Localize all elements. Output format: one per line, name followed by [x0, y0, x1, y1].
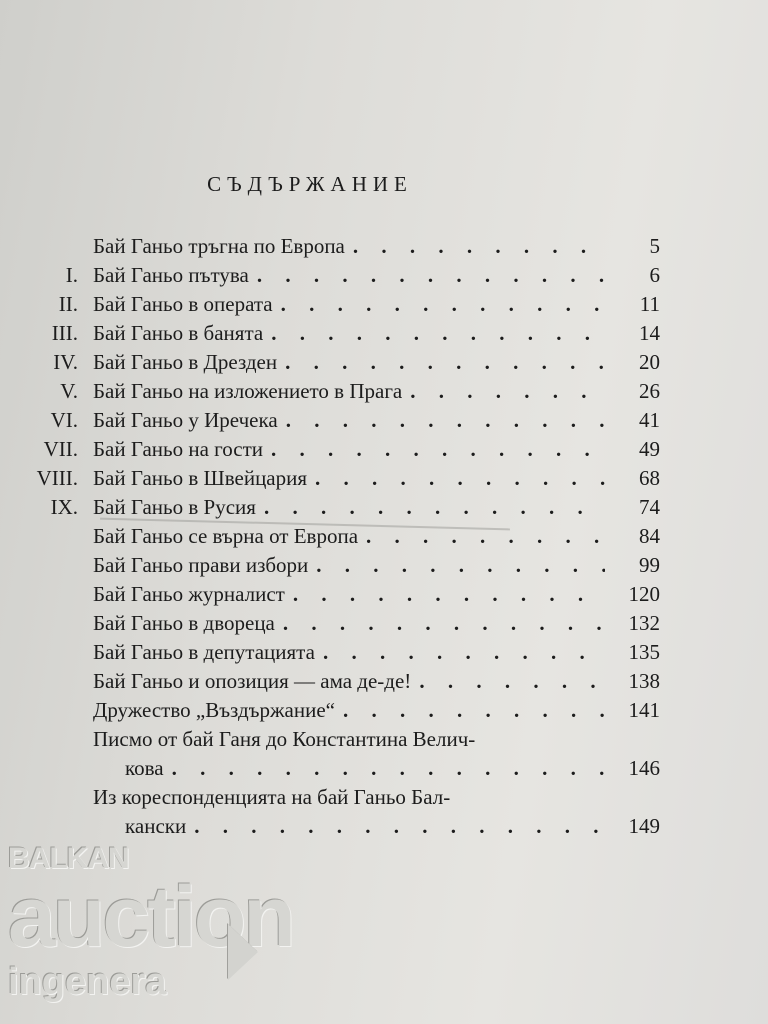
entry-text: [93, 638, 605, 667]
dot-leader: [343, 696, 605, 725]
entry-title: Бай Ганьо на гости: [93, 437, 264, 461]
page-number: 20: [639, 350, 660, 374]
page-number: 141: [628, 698, 660, 722]
page-number: 74: [639, 495, 660, 519]
toc-entry: [0, 725, 768, 754]
toc-entry: [0, 319, 768, 348]
page-number: 146: [628, 756, 660, 780]
page-number: 138: [628, 669, 660, 693]
page-number: 6: [649, 263, 660, 287]
page-number: 132: [628, 611, 660, 635]
chapter-number: VII.: [43, 437, 78, 461]
chapter-number: II.: [58, 292, 78, 316]
toc-entry: [0, 783, 768, 812]
entry-text: [93, 261, 605, 290]
toc-entry: [0, 261, 768, 290]
page-number: 5: [649, 234, 660, 258]
entry-text: [93, 725, 605, 754]
entry-title: Бай Ганьо в депутацията: [93, 640, 315, 664]
chapter-number: III.: [51, 321, 78, 345]
toc-entry: [0, 435, 768, 464]
entry-title: Бай Ганьо в банята: [93, 321, 264, 345]
dot-leader: [172, 754, 605, 783]
entry-text: [93, 348, 605, 377]
entry-title: Бай Ганьо в Русия: [93, 495, 256, 519]
dot-leader: [293, 580, 605, 609]
entry-title: Бай Ганьо в двореца: [93, 611, 275, 635]
page-number: 149: [628, 814, 660, 838]
dot-leader: [264, 493, 605, 522]
chapter-number: VIII.: [36, 466, 78, 490]
dot-leader: [410, 377, 605, 406]
watermark-logo-auction: auction: [8, 869, 293, 965]
entry-title: Бай Ганьо в Швейцария: [93, 466, 308, 490]
toc-entry: [0, 464, 768, 493]
page-number: 84: [639, 524, 660, 548]
dot-leader: [283, 609, 605, 638]
toc-entry: [0, 551, 768, 580]
dot-leader: [316, 551, 605, 580]
entry-text: [93, 667, 605, 696]
chapter-number: IV.: [53, 350, 78, 374]
chapter-number: VI.: [50, 408, 78, 432]
dot-leader: [285, 348, 605, 377]
entry-title: кански: [125, 814, 187, 838]
toc-entry: [0, 232, 768, 261]
entry-text: [93, 696, 605, 725]
chapter-number: IX.: [50, 495, 78, 519]
chapter-number: I.: [65, 263, 78, 287]
entry-text: [93, 406, 605, 435]
dot-leader: [286, 406, 605, 435]
entry-text: [93, 551, 605, 580]
toc-entry-continuation: [0, 812, 768, 841]
toc-entry: [0, 580, 768, 609]
entry-text: [93, 783, 605, 812]
toc-entry: [0, 609, 768, 638]
toc-entry: [0, 290, 768, 319]
entry-text: [93, 435, 605, 464]
page-number: 49: [639, 437, 660, 461]
dot-leader: [281, 290, 605, 319]
toc-entry: [0, 696, 768, 725]
page-number: 99: [639, 553, 660, 577]
entry-text: [125, 754, 605, 783]
entry-title: Бай Ганьо прави избори: [93, 553, 309, 577]
entry-title: Бай Ганьо тръгна по Европа: [93, 234, 345, 258]
entry-text: [93, 377, 605, 406]
toc-heading: СЪДЪРЖАНИЕ: [207, 172, 413, 196]
page-number: 41: [639, 408, 660, 432]
toc-entry-continuation: [0, 754, 768, 783]
watermark-logo-balkan: BALKAN: [8, 842, 129, 875]
chapter-number: V.: [60, 379, 78, 403]
page-number: 14: [639, 321, 660, 345]
entry-text: [93, 493, 605, 522]
dot-leader: [323, 638, 605, 667]
dot-leader: [419, 667, 605, 696]
dot-leader: [353, 232, 605, 261]
dot-leader: [194, 812, 605, 841]
page-number: 135: [628, 640, 660, 664]
entry-title: Бай Ганьо журналист: [93, 582, 285, 606]
entry-title: Дружество „Въздържание“: [93, 698, 335, 722]
entry-text: [93, 232, 605, 261]
dot-leader: [257, 261, 605, 290]
page-number: 11: [639, 292, 660, 316]
entry-title: Бай Ганьо и опозиция — ама де-де!: [93, 669, 412, 693]
toc-entry: [0, 638, 768, 667]
entry-text: [93, 290, 605, 319]
dot-leader: [315, 464, 605, 493]
toc-entry: [0, 667, 768, 696]
toc-entry: [0, 377, 768, 406]
entry-title: кова: [125, 756, 164, 780]
entry-title: Бай Ганьо в Дрезден: [93, 350, 278, 374]
entry-text: [125, 812, 605, 841]
entry-title: Бай Ганьо пътува: [93, 263, 249, 287]
entry-title: Из кореспонденцията на бай Ганьо Бал-: [93, 785, 451, 809]
page-number: 120: [628, 582, 660, 606]
dot-leader: [271, 435, 605, 464]
page-number: 26: [639, 379, 660, 403]
entry-text: [93, 319, 605, 348]
entry-text: [93, 580, 605, 609]
entry-title: Бай Ганьо се върна от Европа: [93, 524, 359, 548]
entry-text: [93, 464, 605, 493]
entry-text: [93, 522, 605, 551]
entry-title: Бай Ганьо у Иречека: [93, 408, 278, 432]
toc-entry: [0, 406, 768, 435]
play-icon: [228, 924, 258, 980]
dot-leader: [271, 319, 605, 348]
page-number: 68: [639, 466, 660, 490]
watermark-logo-ingenera: ingenera: [8, 961, 167, 1003]
entry-title: Бай Ганьо на изложението в Прага: [93, 379, 403, 403]
entry-title: Бай Ганьо в операта: [93, 292, 273, 316]
entry-text: [93, 609, 605, 638]
toc-entry: [0, 348, 768, 377]
entry-title: Писмо от бай Ганя до Константина Велич-: [93, 727, 476, 751]
